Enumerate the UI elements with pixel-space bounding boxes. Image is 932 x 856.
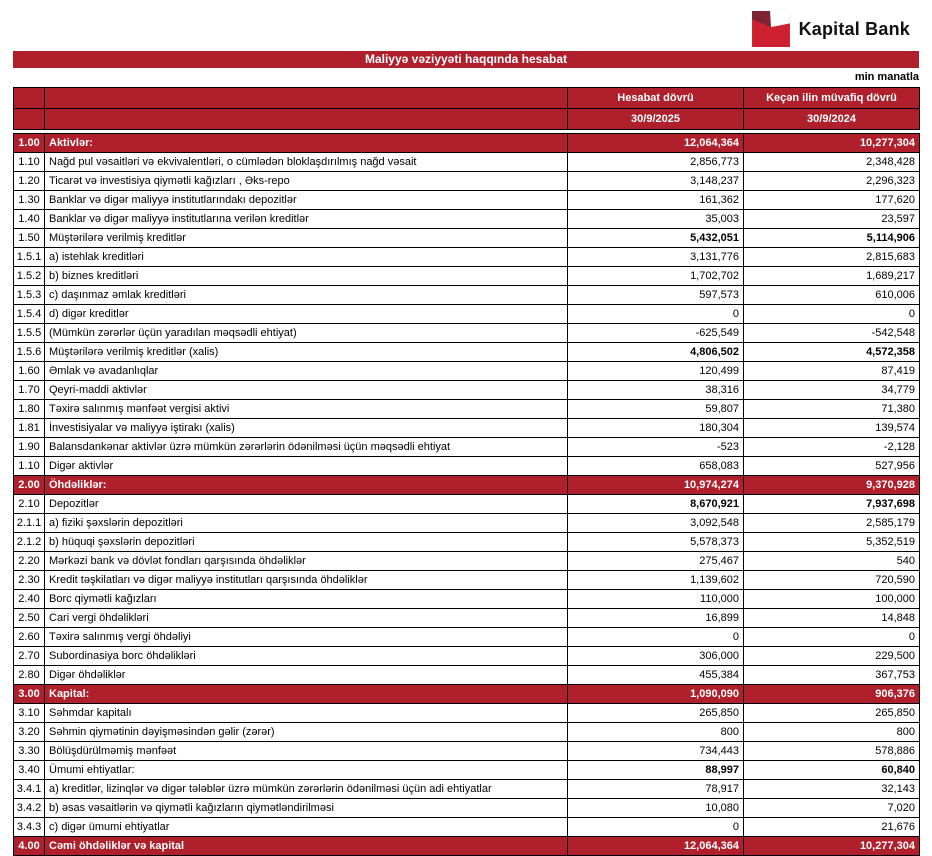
table-row — [14, 666, 920, 685]
table-row — [14, 381, 920, 400]
row-value-previous: 720,590 — [744, 571, 920, 590]
row-label: c) daşınmaz əmlak kreditləri — [45, 286, 568, 305]
row-label: a) fiziki şəxslərin depozitləri — [45, 514, 568, 533]
row-value-previous: 9,370,928 — [744, 476, 920, 495]
row-no: 1.10 — [14, 153, 45, 172]
row-label: Ümumi ehtiyatlar: — [45, 761, 568, 780]
table-row — [14, 571, 920, 590]
row-no: 2.80 — [14, 666, 45, 685]
row-label: Subordinasiya borc öhdəlikləri — [45, 647, 568, 666]
row-value-previous: 0 — [744, 305, 920, 324]
row-no: 4.00 — [14, 837, 45, 856]
header-cell-date1: 30/9/2025 — [568, 109, 744, 130]
row-label: Təxirə salınmış mənfəət vergisi aktivi — [45, 400, 568, 419]
row-value-previous: 2,296,323 — [744, 172, 920, 191]
row-no: 1.80 — [14, 400, 45, 419]
row-value-current: 10,080 — [568, 799, 744, 818]
row-label: b) biznes kreditləri — [45, 267, 568, 286]
row-label: Kapital: — [45, 685, 568, 704]
row-no: 2.00 — [14, 476, 45, 495]
header-cell-period1: Hesabat dövrü — [568, 88, 744, 109]
row-value-previous: 5,114,906 — [744, 229, 920, 248]
row-value-current: -523 — [568, 438, 744, 457]
row-no: 2.70 — [14, 647, 45, 666]
table-row — [14, 609, 920, 628]
row-value-previous: 7,937,698 — [744, 495, 920, 514]
kapital-bank-logo-icon — [752, 11, 790, 47]
table-body-table — [13, 133, 920, 856]
row-no: 1.90 — [14, 438, 45, 457]
row-value-previous: 367,753 — [744, 666, 920, 685]
row-label: Aktivlər: — [45, 134, 568, 153]
row-value-previous: 2,815,683 — [744, 248, 920, 267]
row-no: 1.30 — [14, 191, 45, 210]
bank-logo-text: Kapital Bank — [798, 18, 910, 39]
row-value-current: 455,384 — [568, 666, 744, 685]
row-label: Səhmin qiymətinin dəyişməsindən gəlir (zərər) — [45, 723, 568, 742]
row-label: Cəmi öhdəliklər və kapital — [45, 837, 568, 856]
row-label: Depozitlər — [45, 495, 568, 514]
bank-logo — [752, 11, 910, 47]
row-value-previous: -2,128 — [744, 438, 920, 457]
row-label: a) kreditlər, lizinqlər və digər tələblər üzrə mümkün zərərlərin ödənilməsi üçün adi ehtiyatlar — [45, 780, 568, 799]
table-row — [14, 172, 920, 191]
table-row — [14, 305, 920, 324]
row-value-previous: 10,277,304 — [744, 134, 920, 153]
header-cell-empty-label — [45, 109, 568, 130]
row-no: 1.50 — [14, 229, 45, 248]
table-row — [14, 647, 920, 666]
row-value-previous: 34,779 — [744, 381, 920, 400]
row-value-previous: 139,574 — [744, 419, 920, 438]
table-row — [14, 400, 920, 419]
row-value-current: 59,807 — [568, 400, 744, 419]
table-row — [14, 552, 920, 571]
row-value-current: 10,974,274 — [568, 476, 744, 495]
row-no: 1.5.5 — [14, 324, 45, 343]
table-row — [14, 628, 920, 647]
row-no: 3.20 — [14, 723, 45, 742]
header-row-date — [14, 109, 920, 130]
row-value-current: 658,083 — [568, 457, 744, 476]
row-no: 2.50 — [14, 609, 45, 628]
row-value-previous: 1,689,217 — [744, 267, 920, 286]
report-title: Maliyyə vəziyyəti haqqında hesabat — [364, 52, 568, 66]
row-no: 3.40 — [14, 761, 45, 780]
row-value-previous: -542,548 — [744, 324, 920, 343]
row-value-previous: 906,376 — [744, 685, 920, 704]
row-label: Qeyri-maddi aktivlər — [45, 381, 568, 400]
table-row — [14, 704, 920, 723]
table-row — [14, 438, 920, 457]
row-value-previous: 4,572,358 — [744, 343, 920, 362]
row-no: 3.4.2 — [14, 799, 45, 818]
row-no: 1.20 — [14, 172, 45, 191]
row-value-previous: 100,000 — [744, 590, 920, 609]
row-value-current: 5,578,373 — [568, 533, 744, 552]
table-row — [14, 495, 920, 514]
row-value-previous: 5,352,519 — [744, 533, 920, 552]
row-value-previous: 87,419 — [744, 362, 920, 381]
row-value-current: 265,850 — [568, 704, 744, 723]
row-value-current: 38,316 — [568, 381, 744, 400]
header-row-period — [14, 88, 920, 109]
row-no: 1.5.1 — [14, 248, 45, 267]
row-value-previous: 540 — [744, 552, 920, 571]
row-value-current: 275,467 — [568, 552, 744, 571]
row-label: Səhmdar kapitalı — [45, 704, 568, 723]
table-row — [14, 229, 920, 248]
row-no: 1.40 — [14, 210, 45, 229]
row-value-previous: 10,277,304 — [744, 837, 920, 856]
row-value-current: 120,499 — [568, 362, 744, 381]
row-value-current: 0 — [568, 305, 744, 324]
table-row — [14, 286, 920, 305]
row-value-previous: 7,020 — [744, 799, 920, 818]
row-no: 1.5.3 — [14, 286, 45, 305]
table-body — [14, 134, 920, 856]
unit-note: min manatla — [854, 71, 919, 83]
row-label: d) digər kreditlər — [45, 305, 568, 324]
row-label: Banklar və digər maliyyə institutlarına verilən kreditlər — [45, 210, 568, 229]
row-value-current: 88,997 — [568, 761, 744, 780]
row-no: 3.10 — [14, 704, 45, 723]
row-value-previous: 2,585,179 — [744, 514, 920, 533]
row-value-previous: 578,886 — [744, 742, 920, 761]
row-label: c) digər ümumi ehtiyatlar — [45, 818, 568, 837]
row-value-current: 12,064,364 — [568, 134, 744, 153]
table-row — [14, 837, 920, 856]
table-row — [14, 362, 920, 381]
header-cell-empty-no — [14, 88, 45, 109]
row-label: b) əsas vəsaitlərin və qiymətli kağızların qiymətləndirilməsi — [45, 799, 568, 818]
row-value-previous: 527,956 — [744, 457, 920, 476]
row-value-current: 35,003 — [568, 210, 744, 229]
header-cell-date2: 30/9/2024 — [744, 109, 920, 130]
row-label: Digər öhdəliklər — [45, 666, 568, 685]
row-label: Müştərilərə verilmiş kreditlər — [45, 229, 568, 248]
table-row — [14, 210, 920, 229]
row-value-current: 1,139,602 — [568, 571, 744, 590]
row-no: 2.40 — [14, 590, 45, 609]
row-value-previous: 265,850 — [744, 704, 920, 723]
row-value-current: 597,573 — [568, 286, 744, 305]
row-value-current: 5,432,051 — [568, 229, 744, 248]
table-row — [14, 799, 920, 818]
row-value-current: 3,148,237 — [568, 172, 744, 191]
row-no: 2.30 — [14, 571, 45, 590]
row-no: 2.60 — [14, 628, 45, 647]
row-no: 1.81 — [14, 419, 45, 438]
row-no: 1.60 — [14, 362, 45, 381]
report-title-bar — [13, 51, 919, 68]
table-row — [14, 191, 920, 210]
row-value-previous: 610,006 — [744, 286, 920, 305]
row-label: Borc qiymətli kağızları — [45, 590, 568, 609]
row-value-current: 8,670,921 — [568, 495, 744, 514]
row-value-previous: 21,676 — [744, 818, 920, 837]
row-label: Kredit təşkilatları və digər maliyyə institutları qarşısında öhdəliklər — [45, 571, 568, 590]
row-value-previous: 177,620 — [744, 191, 920, 210]
row-no: 1.70 — [14, 381, 45, 400]
row-label: Banklar və digər maliyyə institutlarındakı depozitlər — [45, 191, 568, 210]
row-label: İnvestisiyalar və maliyyə iştirakı (xalis) — [45, 419, 568, 438]
table-row — [14, 742, 920, 761]
row-no: 3.30 — [14, 742, 45, 761]
table-row — [14, 780, 920, 799]
table-row — [14, 153, 920, 172]
row-no: 1.5.4 — [14, 305, 45, 324]
table-row — [14, 590, 920, 609]
table-row — [14, 685, 920, 704]
row-value-previous: 0 — [744, 628, 920, 647]
table-row — [14, 248, 920, 267]
row-value-current: 734,443 — [568, 742, 744, 761]
table-row — [14, 134, 920, 153]
row-value-previous: 14,848 — [744, 609, 920, 628]
row-value-current: 2,856,773 — [568, 153, 744, 172]
row-label: Nağd pul vəsaitləri və ekvivalentləri, o cümlədən bloklaşdırılmış nağd vəsait — [45, 153, 568, 172]
row-no: 1.00 — [14, 134, 45, 153]
row-label: Müştərilərə verilmiş kreditlər (xalis) — [45, 343, 568, 362]
header-cell-empty-no — [14, 109, 45, 130]
row-value-current: 0 — [568, 818, 744, 837]
row-no: 2.20 — [14, 552, 45, 571]
row-value-previous: 2,348,428 — [744, 153, 920, 172]
table-row — [14, 457, 920, 476]
row-value-current: 12,064,364 — [568, 837, 744, 856]
header-cell-period2: Keçən ilin müvafiq dövrü — [744, 88, 920, 109]
financial-table — [13, 87, 919, 856]
table-row — [14, 761, 920, 780]
table-row — [14, 514, 920, 533]
row-label: Digər aktivlər — [45, 457, 568, 476]
row-label: Təxirə salınmış vergi öhdəliyi — [45, 628, 568, 647]
row-no: 2.10 — [14, 495, 45, 514]
row-value-current: 1,702,702 — [568, 267, 744, 286]
row-value-current: 4,806,502 — [568, 343, 744, 362]
row-no: 1.5.6 — [14, 343, 45, 362]
row-label: Ticarət və investisiya qiymətli kağızları , Əks-repo — [45, 172, 568, 191]
header-cell-empty-label — [45, 88, 568, 109]
row-no: 1.10 — [14, 457, 45, 476]
row-value-current: 16,899 — [568, 609, 744, 628]
table-row — [14, 419, 920, 438]
row-no: 1.5.2 — [14, 267, 45, 286]
row-no: 3.4.3 — [14, 818, 45, 837]
row-value-current: 3,092,548 — [568, 514, 744, 533]
row-value-previous: 800 — [744, 723, 920, 742]
row-label: Öhdəliklər: — [45, 476, 568, 495]
row-value-current: -625,549 — [568, 324, 744, 343]
row-value-current: 78,917 — [568, 780, 744, 799]
row-value-current: 161,362 — [568, 191, 744, 210]
table-row — [14, 476, 920, 495]
table-row — [14, 723, 920, 742]
table-header — [13, 87, 920, 130]
row-value-current: 800 — [568, 723, 744, 742]
row-value-current: 180,304 — [568, 419, 744, 438]
row-label: Cari vergi öhdəlikləri — [45, 609, 568, 628]
row-label: Bölüşdürülməmiş mənfəət — [45, 742, 568, 761]
row-no: 2.1.2 — [14, 533, 45, 552]
row-value-previous: 60,840 — [744, 761, 920, 780]
table-row — [14, 818, 920, 837]
row-label: b) hüquqi şəxslərin depozitləri — [45, 533, 568, 552]
row-no: 3.4.1 — [14, 780, 45, 799]
row-value-current: 306,000 — [568, 647, 744, 666]
row-value-previous: 71,380 — [744, 400, 920, 419]
table-row — [14, 324, 920, 343]
row-no: 3.00 — [14, 685, 45, 704]
row-value-current: 1,090,090 — [568, 685, 744, 704]
row-label: Balansdankənar aktivlər üzrə mümkün zərərlərin ödənilməsi üçün məqsədli ehtiyat — [45, 438, 568, 457]
table-row — [14, 267, 920, 286]
row-label: Əmlak və avadanlıqlar — [45, 362, 568, 381]
row-value-current: 3,131,776 — [568, 248, 744, 267]
row-value-current: 0 — [568, 628, 744, 647]
table-row — [14, 533, 920, 552]
row-value-previous: 23,597 — [744, 210, 920, 229]
table-row — [14, 343, 920, 362]
row-label: a) istehlak kreditləri — [45, 248, 568, 267]
row-value-previous: 32,143 — [744, 780, 920, 799]
row-value-previous: 229,500 — [744, 647, 920, 666]
row-value-current: 110,000 — [568, 590, 744, 609]
row-label: Mərkəzi bank və dövlət fondları qarşısında öhdəliklər — [45, 552, 568, 571]
row-label: (Mümkün zərərlər üçün yaradılan məqsədli ehtiyat) — [45, 324, 568, 343]
row-no: 2.1.1 — [14, 514, 45, 533]
